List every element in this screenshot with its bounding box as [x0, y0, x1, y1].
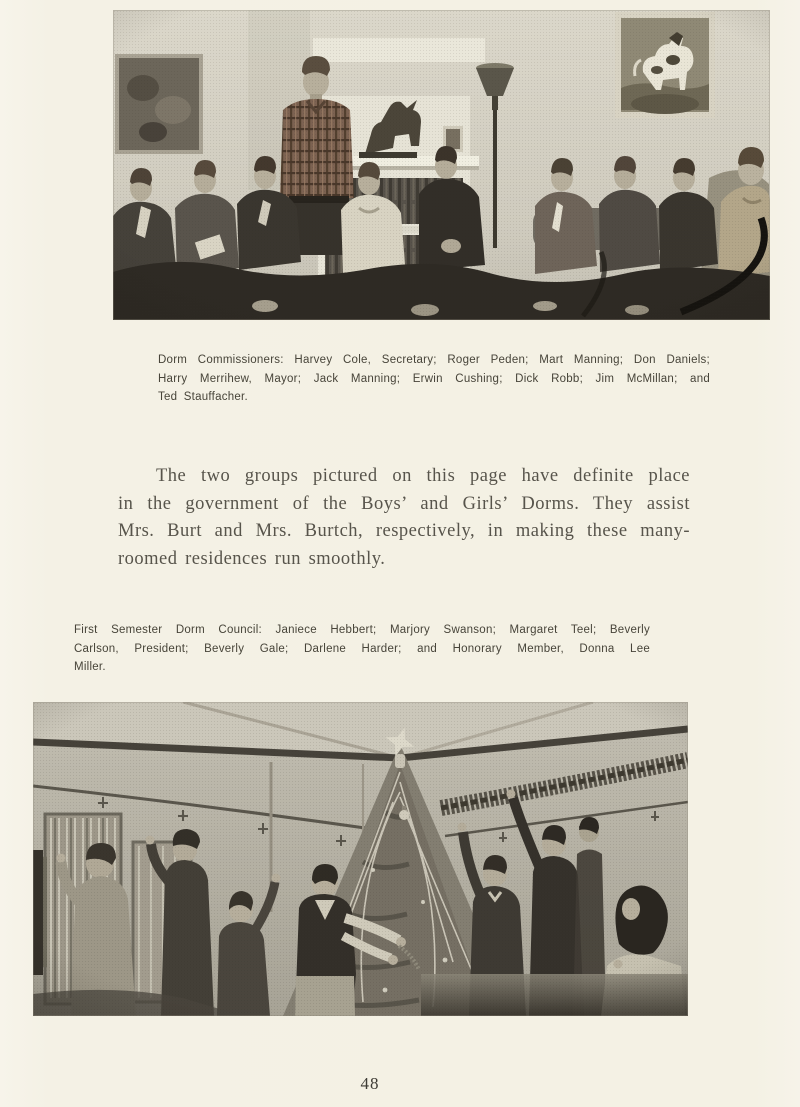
dorm-council-photo-art: [33, 702, 688, 1016]
caption-line: Harry Merrihew, Mayor; Jack Manning; Erwin Cushing; Dick Robb; Jim McMillan; and: [158, 372, 710, 385]
caption-line: Miller.: [74, 661, 106, 673]
paragraph-line: roomed residences run smoothly.: [118, 548, 386, 569]
photo-vignette: [33, 702, 688, 1016]
photo-vignette: [113, 10, 770, 320]
dorm-commissioners-caption: [158, 351, 710, 407]
intro-paragraph: [118, 463, 690, 573]
page-number: 48: [360, 1074, 380, 1093]
dorm-council-caption: [74, 621, 650, 677]
paragraph-line: in the government of the Boys’ and Girls’ Dorms. They assist: [118, 493, 690, 514]
caption-line: Dorm Commissioners: Harvey Cole, Secretary; Roger Peden; Mart Manning; Don Daniels;: [158, 354, 710, 366]
paragraph-line: The two groups pictured on this page have definite place: [156, 466, 690, 486]
dorm-council-photo: [33, 702, 688, 1016]
caption-line: Carlson, President; Beverly Gale; Darlene Harder; and Honorary Member, Donna Lee: [74, 642, 650, 655]
dorm-commissioners-photo-art: [113, 10, 770, 320]
dorm-commissioners-photo: [113, 10, 770, 320]
caption-line: First Semester Dorm Council: Janiece Hebbert; Marjory Swanson; Margaret Teel; Beverly: [74, 624, 650, 636]
caption-line: Ted Stauffacher.: [158, 391, 248, 403]
paragraph-line: Mrs. Burt and Mrs. Burtch, respectively, in making these many-: [118, 521, 690, 541]
